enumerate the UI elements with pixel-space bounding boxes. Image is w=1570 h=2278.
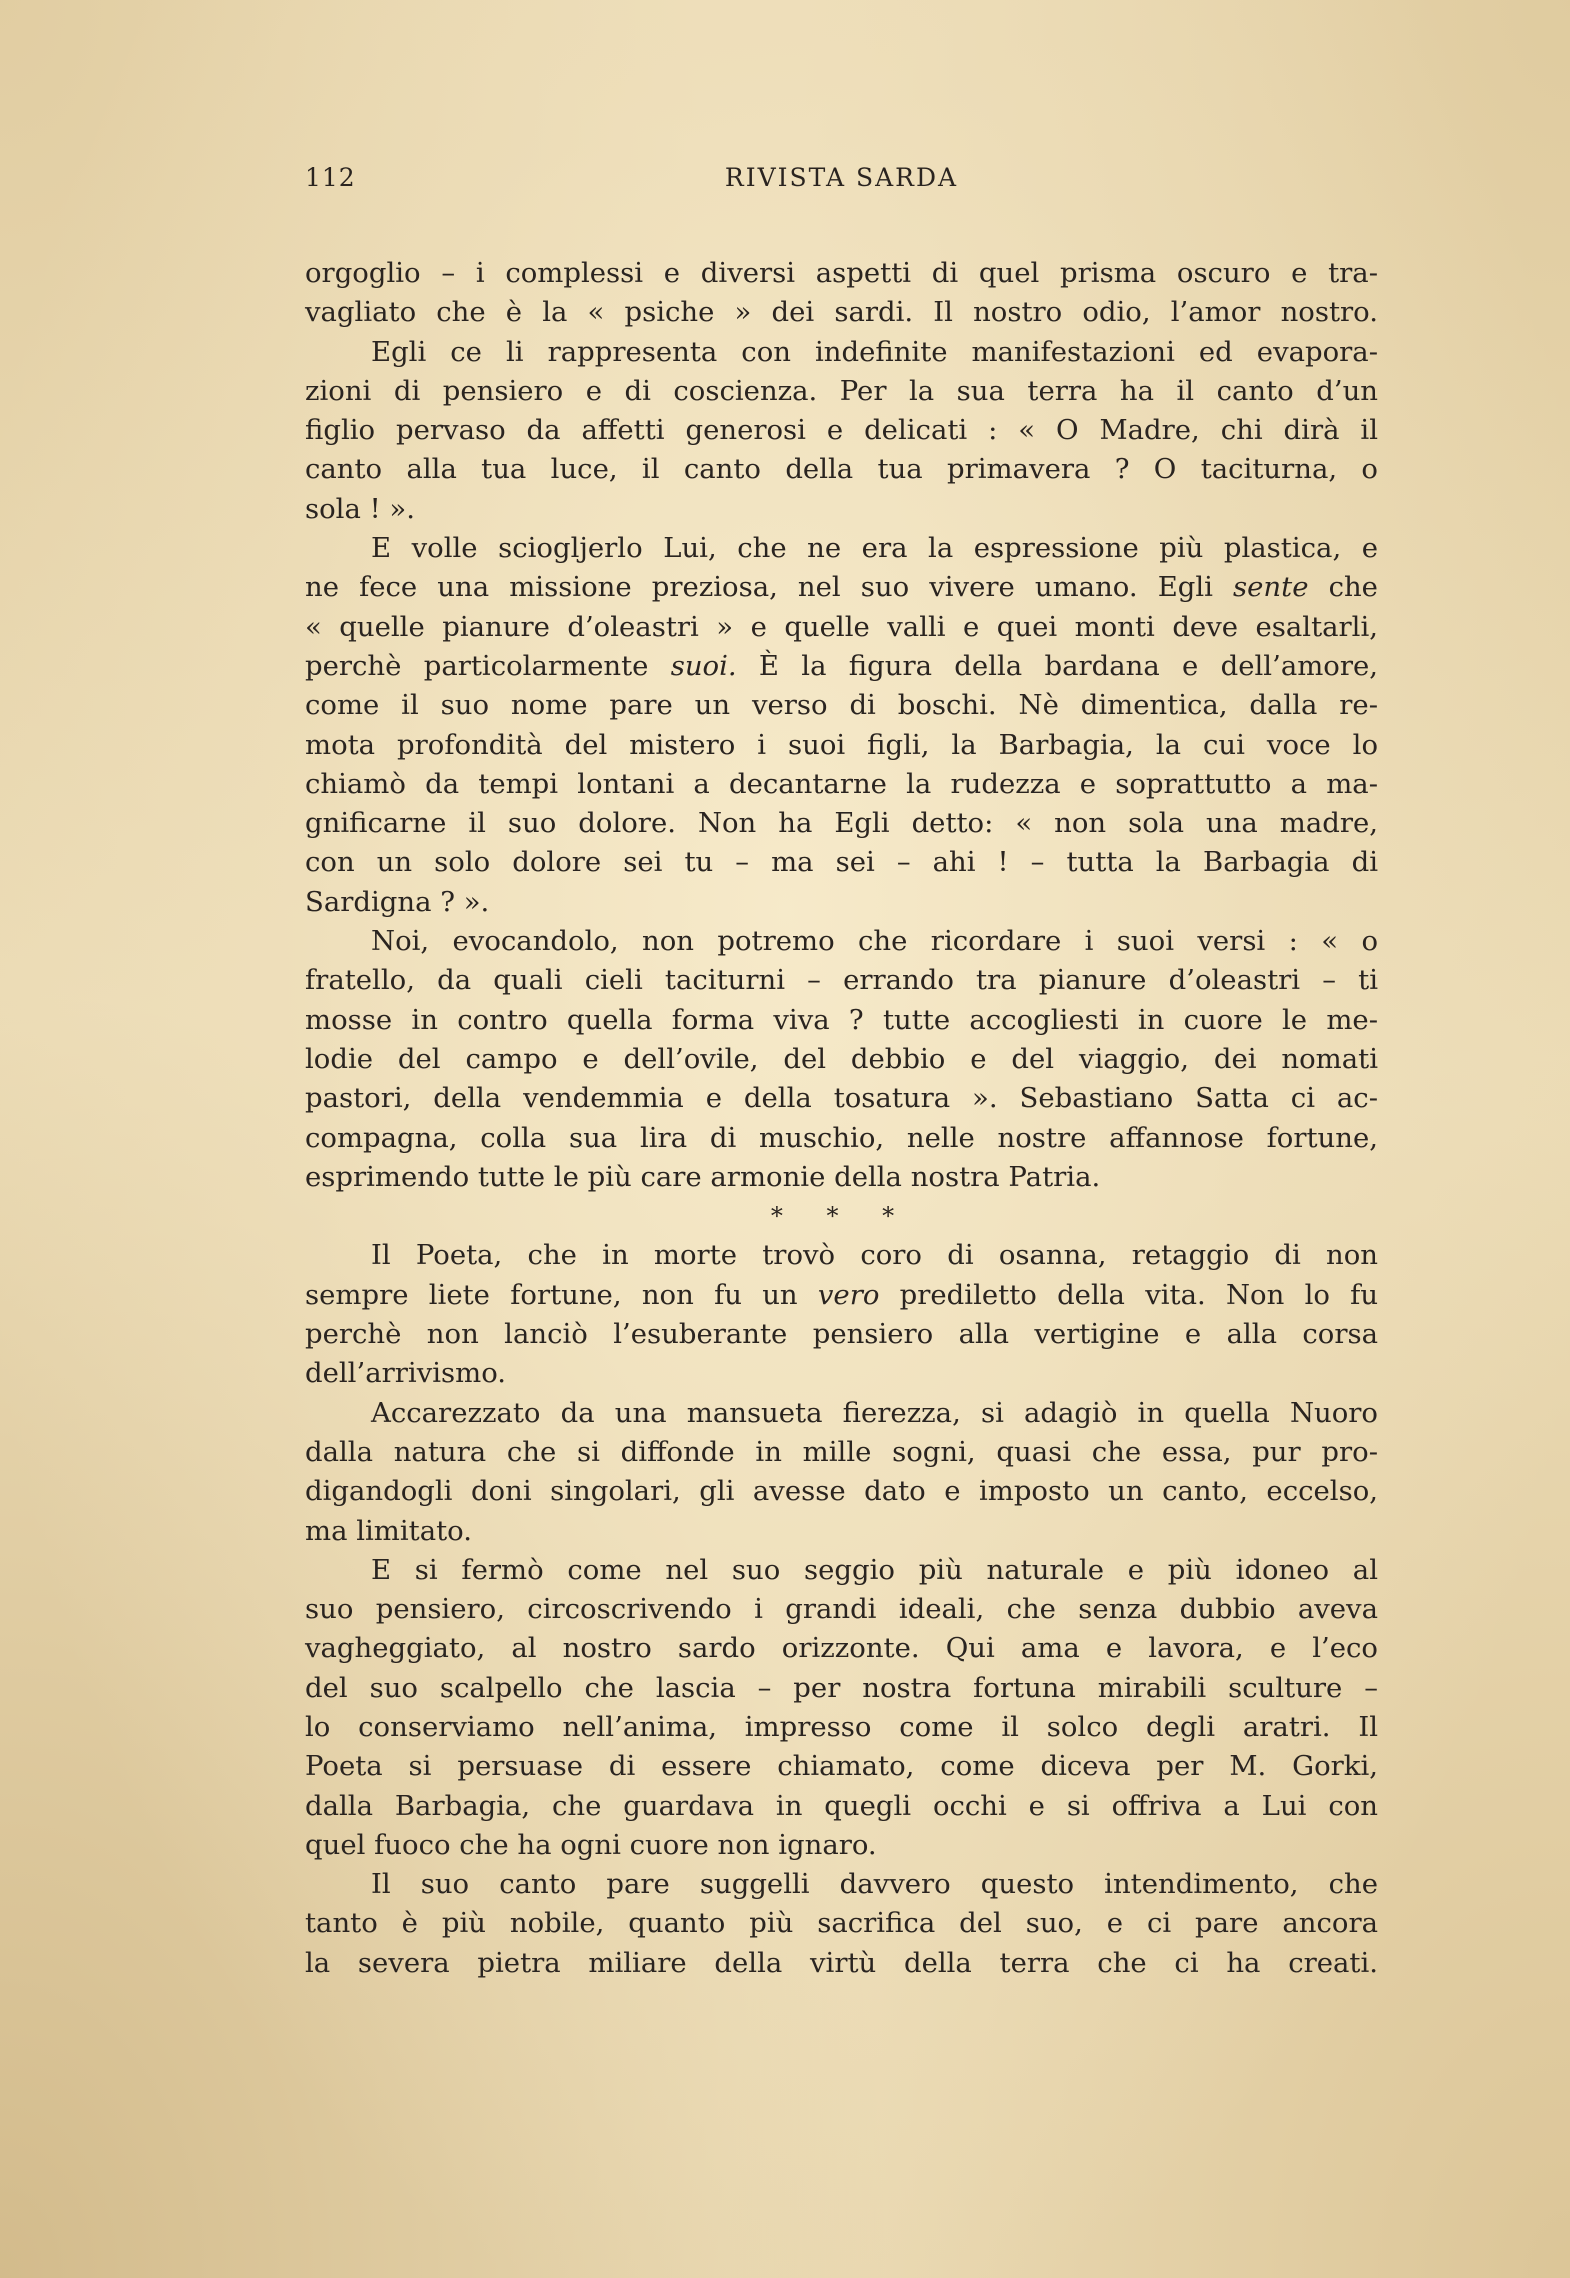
text-line: perchè particolarmente suoi. È la figura della bardana e dell’amore,: [305, 649, 1379, 682]
article-body: [305, 254, 1378, 1983]
text-line: Accarezzato da una mansueta fierezza, si adagiò in quella Nuoro: [371, 1396, 1378, 1429]
page-number: 112: [305, 163, 356, 192]
section-separator: * * *: [770, 1202, 913, 1231]
text-line: dalla natura che si diffonde in mille sogni, quasi che essa, pur pro-: [305, 1435, 1378, 1468]
text-line: ma limitato.: [305, 1514, 472, 1547]
text-line: Poeta si persuase di essere chiamato, come diceva per M. Gorki,: [305, 1750, 1378, 1783]
text-line: figlio pervaso da affetti generosi e delicati : « O Madre, chi dirà il: [305, 414, 1378, 447]
text-line: vagliato che è la « psiche » dei sardi. Il nostro odio, l’amor nostro.: [305, 296, 1378, 329]
text-line: compagna, colla sua lira di muschio, nelle nostre affannose fortune,: [305, 1121, 1378, 1154]
text-line: gnificarne il suo dolore. Non ha Egli detto: « non sola una madre,: [305, 807, 1378, 840]
text-line: quel fuoco che ha ogni cuore non ignaro.: [305, 1828, 877, 1861]
text-line: esprimendo tutte le più care armonie della nostra Patria.: [305, 1160, 1101, 1193]
text-line: Egli ce li rappresenta con indefinite manifestazioni ed evapora-: [371, 335, 1378, 368]
text-line: Il Poeta, che in morte trovò coro di osanna, retaggio di non: [371, 1239, 1378, 1272]
text-line: suo pensiero, circoscrivendo i grandi ideali, che senza dubbio aveva: [305, 1593, 1378, 1626]
text-line: mosse in contro quella forma viva ? tutte accogliesti in cuore le me-: [305, 1003, 1378, 1036]
text-line: lodie del campo e dell’ovile, del debbio e del viaggio, dei nomati: [305, 1042, 1378, 1075]
book-page: [305, 163, 1378, 1983]
text-line: Noi, evocandolo, non potremo che ricordare i suoi versi : « o: [371, 925, 1378, 958]
text-line: vagheggiato, al nostro sardo orizzonte. Qui ama e lavora, e l’eco: [305, 1632, 1378, 1665]
text-line: pastori, della vendemmia e della tosatura ». Sebastiano Satta ci ac-: [305, 1082, 1378, 1115]
text-line: orgoglio – i complessi e diversi aspetti di quel prisma oscuro e tra-: [305, 257, 1378, 289]
text-line: Il suo canto pare suggelli davvero questo intendimento, che: [371, 1868, 1378, 1901]
text-line: ne fece una missione preziosa, nel suo vivere umano. Egli sente che: [305, 571, 1378, 604]
text-line: canto alla tua luce, il canto della tua primavera ? O taciturna, o: [305, 453, 1378, 486]
text-line: sola ! ».: [305, 492, 415, 525]
text-line: sempre liete fortune, non fu un vero prediletto della vita. Non lo fu: [305, 1278, 1379, 1311]
text-line: E volle sciogljerlo Lui, che ne era la espressione più plastica, e: [371, 532, 1378, 565]
text-line: Sardigna ? ».: [305, 885, 490, 918]
text-line: E si fermò come nel suo seggio più naturale e più idoneo al: [371, 1553, 1378, 1586]
text-line: digandogli doni singolari, gli avesse dato e imposto un canto, eccelso,: [305, 1475, 1378, 1508]
text-line: del suo scalpello che lascia – per nostra fortuna mirabili sculture –: [305, 1671, 1378, 1704]
text-line: mota profondità del mistero i suoi figli, la Barbagia, la cui voce lo: [305, 728, 1378, 761]
text-line: dalla Barbagia, che guardava in quegli occhi e si offriva a Lui con: [305, 1789, 1378, 1822]
text-line: lo conserviamo nell’anima, impresso come il solco degli aratri. Il: [305, 1710, 1378, 1743]
journal-title: RIVISTA SARDA: [724, 163, 959, 192]
text-line: « quelle pianure d’oleastri » e quelle valli e quei monti deve esaltarli,: [305, 610, 1378, 643]
running-head: [305, 163, 1378, 199]
text-line: la severa pietra miliare della virtù della terra che ci ha creati.: [305, 1946, 1378, 1979]
text-line: con un solo dolore sei tu – ma sei – ahi ! – tutta la Barbagia di: [305, 846, 1378, 879]
text-line: zioni di pensiero e di coscienza. Per la sua terra ha il canto d’un: [305, 374, 1378, 407]
text-line: tanto è più nobile, quanto più sacrifica del suo, e ci pare ancora: [305, 1907, 1378, 1940]
text-line: chiamò da tempi lontani a decantarne la rudezza e soprattutto a ma-: [305, 767, 1378, 800]
text-line: dell’arrivismo.: [305, 1357, 507, 1390]
text-line: perchè non lanciò l’esuberante pensiero alla vertigine e alla corsa: [305, 1318, 1378, 1351]
text-line: fratello, da quali cieli taciturni – errando tra pianure d’oleastri – ti: [305, 964, 1378, 997]
text-line: come il suo nome pare un verso di boschi. Nè dimentica, dalla re-: [305, 689, 1378, 722]
